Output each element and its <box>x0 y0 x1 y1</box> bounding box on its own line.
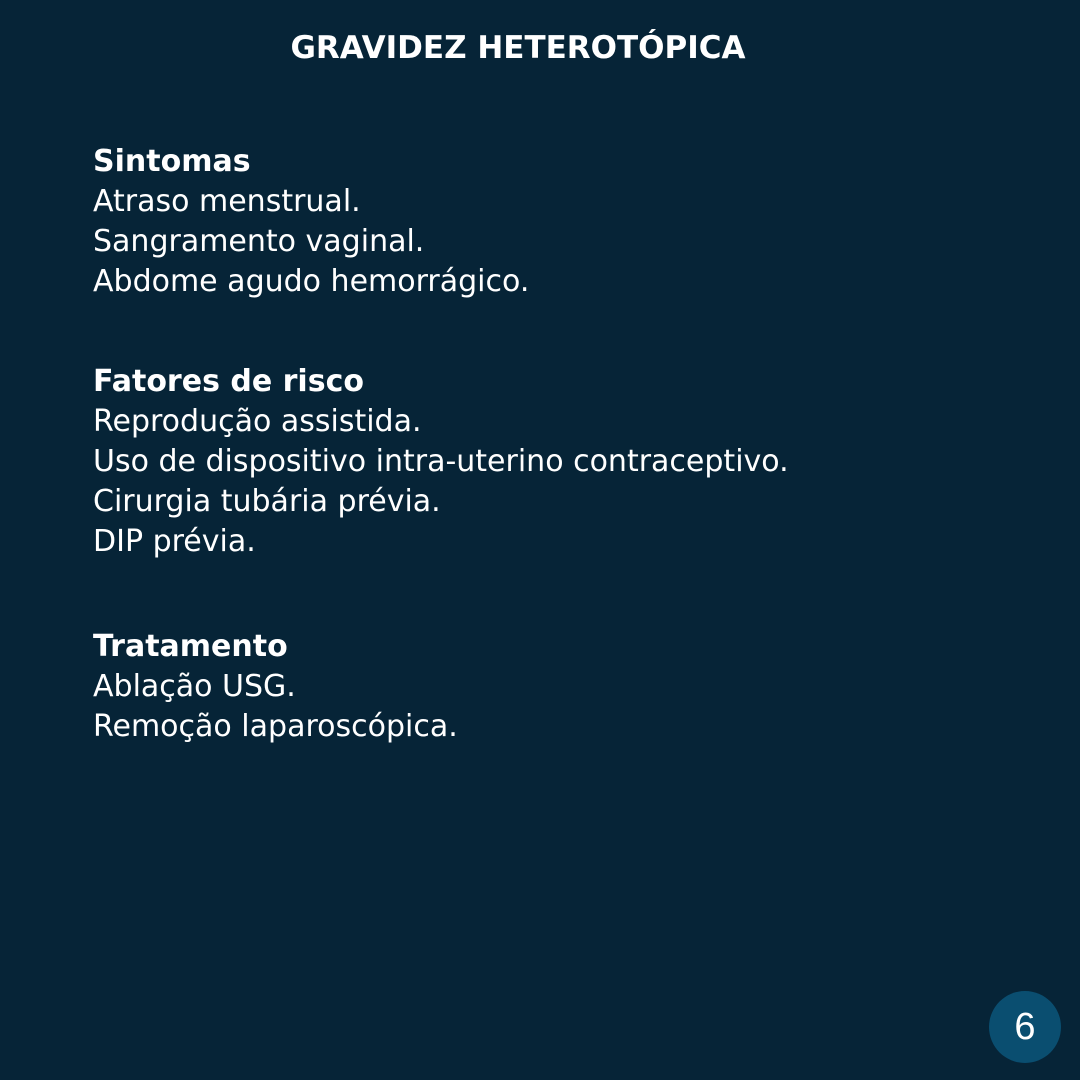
list-item: Uso de dispositivo intra-uterino contraceptivo. <box>93 444 789 479</box>
section-heading-fatores-de-risco: Fatores de risco <box>93 364 364 399</box>
list-item: Remoção laparoscópica. <box>93 709 458 744</box>
section-fatores-de-risco <box>93 362 1033 562</box>
section-heading-tratamento: Tratamento <box>93 629 288 664</box>
section-tratamento <box>93 627 1033 747</box>
section-heading-sintomas: Sintomas <box>93 144 251 179</box>
list-item: Cirurgia tubária prévia. <box>93 484 441 519</box>
section-sintomas <box>93 142 1033 302</box>
list-item: Atraso menstrual. <box>93 184 361 219</box>
tratamento-list <box>93 667 1033 747</box>
list-item: Abdome agudo hemorrágico. <box>93 264 530 299</box>
page-title: GRAVIDEZ HETEROTÓPICA <box>290 30 746 66</box>
list-item: Reprodução assistida. <box>93 404 422 439</box>
fatores-de-risco-list <box>93 402 1033 562</box>
list-item: DIP prévia. <box>93 524 256 559</box>
list-item: Ablação USG. <box>93 669 296 704</box>
page-number-badge: 6 <box>989 991 1061 1063</box>
sintomas-list <box>93 182 1033 302</box>
list-item: Sangramento vaginal. <box>93 224 425 259</box>
